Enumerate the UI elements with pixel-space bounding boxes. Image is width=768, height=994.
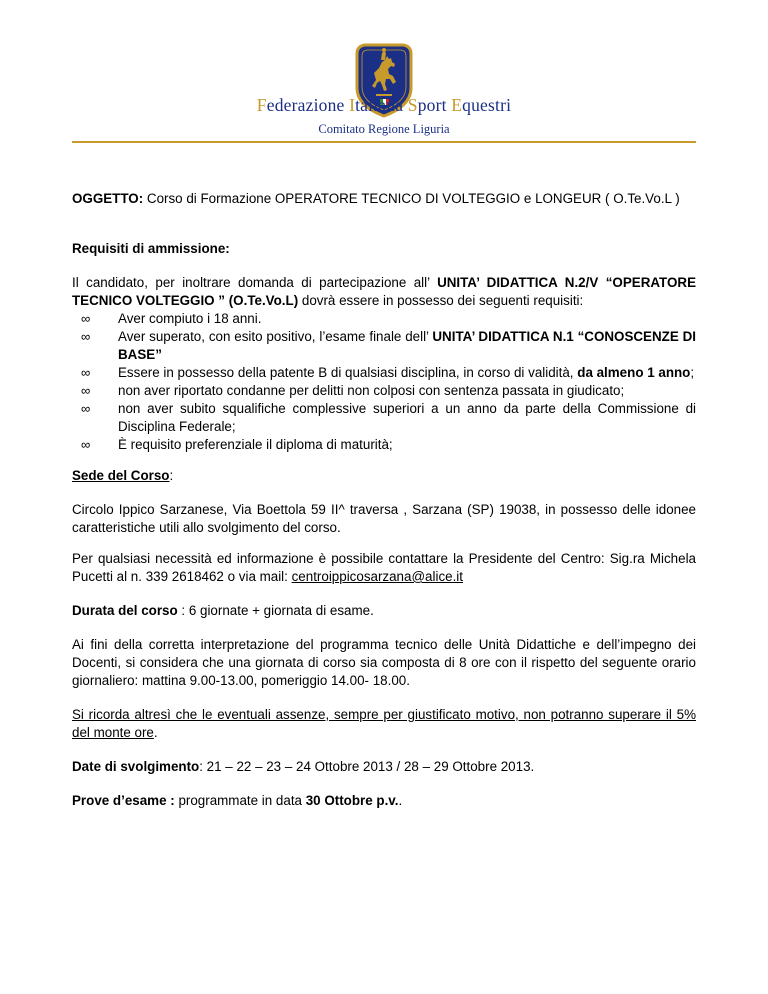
bullet-icon: ∞ bbox=[81, 329, 91, 344]
org-subtitle: Comitato Regione Liguria bbox=[318, 122, 450, 136]
oggetto-label: OGGETTO: bbox=[72, 191, 144, 206]
list-item: ∞ Aver superato, con esito positivo, l’esame finale dell’ UNITA’ DIDATTICA N.1 “CONOSCENZE DI BASE” bbox=[81, 329, 697, 362]
list-item: ∞ Essere in possesso della patente B di qualsiasi disciplina, in corso di validità, da almeno 1 anno; bbox=[81, 365, 695, 380]
requisiti-intro: Il candidato, per inoltrare domanda di partecipazione all’ UNITA’ DIDATTICA N.2/V “OPERATORE TECNICO VOLTEGGIO ” (O.Te.Vo.L) dovrà essere in possesso dei seguenti requisiti: bbox=[72, 275, 696, 308]
list-item: ∞ Aver compiuto i 18 anni. bbox=[81, 311, 262, 326]
letter-body bbox=[72, 190, 696, 810]
assenze-paragraph: Si ricorda altresì che le eventuali assenze, sempre per giustificato motivo, non potranno superare il 5% del monte ore. bbox=[72, 707, 696, 740]
bullet-icon: ∞ bbox=[81, 311, 91, 326]
requisiti-heading: Requisiti di ammissione: bbox=[72, 241, 230, 256]
org-name: Federazione Italiana Sport Equestri bbox=[256, 95, 512, 115]
requisiti-list bbox=[72, 310, 696, 454]
bullet-icon: ∞ bbox=[81, 437, 91, 452]
email-link[interactable]: centroippicosarzana@alice.it bbox=[291, 569, 464, 584]
bullet-icon: ∞ bbox=[81, 365, 91, 380]
header-divider bbox=[72, 141, 696, 143]
list-item: ∞ non aver riportato condanne per delitti non colposi con sentenza passata in giudicato; bbox=[81, 383, 625, 398]
prove-line: Prove d’esame : programmate in data 30 Ottobre p.v.. bbox=[72, 793, 403, 808]
bullet-icon: ∞ bbox=[81, 401, 91, 416]
sede-heading: Sede del Corso: bbox=[72, 468, 174, 483]
date-line: Date di svolgimento: 21 – 22 – 23 – 24 Ottobre 2013 / 28 – 29 Ottobre 2013. bbox=[72, 759, 535, 774]
sede-address: Circolo Ippico Sarzanese, Via Boettola 59 II^ traversa , Sarzana (SP) 19038, in possesso delle idonee caratteristiche utili allo svolgimento del corso. bbox=[72, 502, 696, 535]
oggetto-text: Corso di Formazione OPERATORE TECNICO DI VOLTEGGIO e LONGEUR ( O.Te.Vo.L ) bbox=[143, 191, 680, 206]
orario-paragraph: Ai fini della corretta interpretazione del programma tecnico delle Unità Didattiche e dell’impegno dei Docenti, si considera che una giornata di corso sia composta di 8 ore con il rispetto del seguente orario giornaliero: mattina 9.00-13.00, pomeriggio 14.00- 18.00. bbox=[72, 637, 696, 688]
durata-line: Durata del corso : 6 giornate + giornata di esame. bbox=[72, 603, 374, 618]
sede-contact: Per qualsiasi necessità ed informazione è possibile contattare la Presidente del Centro: Sig.ra Michela Pucetti al n. 339 2618462 o via mail: centroippicosarzana@alice.it bbox=[72, 551, 696, 584]
bullet-icon: ∞ bbox=[81, 383, 91, 398]
list-item: ∞ non aver subito squalifiche complessive superiori a un anno da parte della Commissione di Disciplina Federale; bbox=[81, 401, 696, 434]
list-item: ∞ È requisito preferenziale il diploma di maturità; bbox=[81, 437, 393, 452]
oggetto-line bbox=[72, 190, 696, 208]
